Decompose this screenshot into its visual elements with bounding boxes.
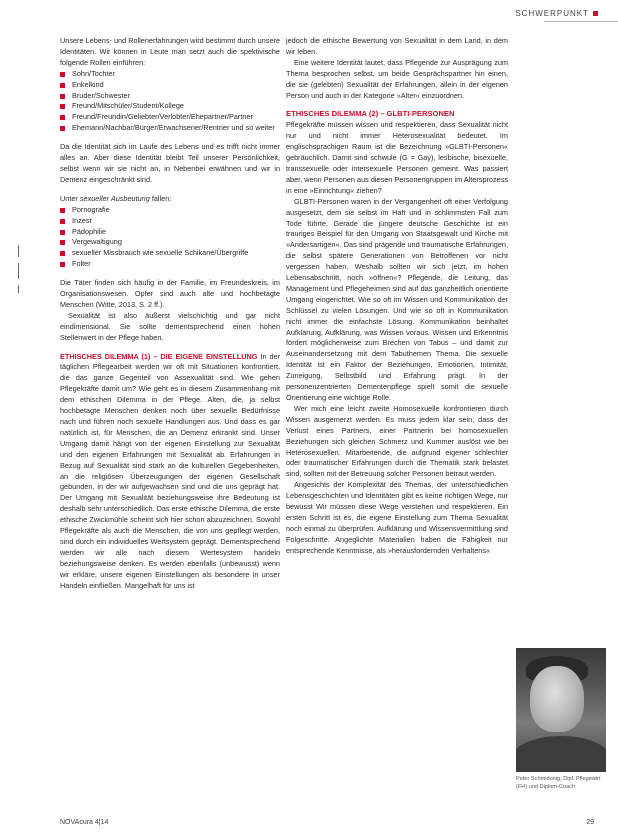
dilemma-2-heading: ETHISCHES DILEMMA (2) – GLBTI-PERSONEN xyxy=(286,109,455,119)
section-label: SCHWERPUNKT xyxy=(515,9,589,18)
list-item: Bruder/Schwester xyxy=(60,91,280,102)
red-square-icon xyxy=(593,11,598,16)
list-item: Enkelkind xyxy=(60,80,280,91)
magazine-issue: NOVAcura 4|14 xyxy=(60,819,109,826)
page-number: 29 xyxy=(586,819,594,826)
paragraph: Unter sexueller Ausbeutung fallen: xyxy=(60,193,172,203)
list-item: Freund/Mitschüler/Student/Kollege xyxy=(60,101,280,112)
header-rule xyxy=(544,21,618,22)
paragraph: Sexualität ist also äußerst vielschichtig und gar nicht eindimensional. Sie sollte dementsprechend einen hohen Stellenwert in der Pflege haben. xyxy=(60,310,280,342)
photo-caption: Peter Schmidonig, Dipl. Pflegewirt (FH) und Diplom-Coach xyxy=(516,776,601,790)
paragraph: Pflegekräfte müssen wissen und respektieren, dass Sexualität nicht nur und nicht immer Heterosexualität bedeutet. Im englischsprachigen Raum ist die Bezeichnung »GLBTI-Personen« gebräuchlich. Damit sind schwule (G = Gay), lesbische, bisexuelle, transsexuelle oder intersexuelle Personen gemeint. Was passiert aber, wenn Personen aus diesen Personengruppen im Altersprozess in eine »Einrichtung« ziehen? xyxy=(286,120,508,195)
list-item: Folter xyxy=(60,259,280,270)
author-photo xyxy=(516,648,606,772)
list-item: Inzest xyxy=(60,216,280,227)
list-item: Sohn/Tochter xyxy=(60,69,280,80)
section-header xyxy=(515,9,598,18)
list-item: Ehemann/Nachbar/Bürger/Erwachsener/Rentner und so weiter xyxy=(60,123,280,134)
roles-list xyxy=(60,69,280,134)
paragraph: Da die Identität sich im Laufe des Lebens und es trifft nicht immer alles an. Aber diese Identität bleibt Teil unserer Persönlichkeit, selbst wenn wir sie nicht an, in Nebenbei erwähnen und wir in Demenz eingeschränkt sind. xyxy=(60,142,280,184)
list-item: Pädophilie xyxy=(60,227,280,238)
dilemma-1-paragraph: ETHISCHES DILEMMA (1) – DIE EIGENE EINSTELLUNG In der täglichen Pflegearbeit werden wir oft mit Situationen konfrontiert, die das ganze Gegenteil von Assexualität sind. Wie gehen Pflegekräfte damit um? Wie geht es in diesem Zusammenhang mit dem ethischen Dilemma in der Pflege. Alten, die, ja selbst hochbetagte Menschen denken noch über sexuelle Bedürfnisse nach und führen noch sexuelle Handlungen aus. Und dass es gar natürlich ist, für Menschen, die an Demenz erkrankt sind. Unser Umgang damit hängt von der eigenen Einstellung zur Sexualität und den eigenen Erfahrungen mit Sexualität ab. Erfahrungen in Bezug auf Sexualität sind stark an die kulturellen Gegebenheiten, an die religiösen Überzeugungen der eigenen Gesellschaft gebunden, in der wir aufgewachsen sind und die uns geprägt hat. Der Umgang mit Sexualität beziehungsweise ihre Bedeutung ist deshalb sehr unterschiedlich. Das erste ethische Dilemma, die erste ethische Zwickmühle scheint sich hier schon abzuzeichnen. Sowohl Pflegekräfte als auch die Menschen, die von uns gepflegt werden, sind durch ein individuelles Wertsystem geprägt. Dementsprechend werden wir alle nach diesem Wertesystem handeln beziehungsweise denken. Es werden ebenfalls (unbewusst) wenn wir erkläre, unsere eigenen Einstellungen als besondere in unser Handeln einfließen. Mangelhaft für uns ist xyxy=(60,351,281,590)
margin-marks xyxy=(18,245,19,299)
paragraph: Angesichts der Komplexität des Themas, der unterschiedlichen Lebensgeschichten und Identitäten gibt es keine richtigen Wege, nur bewusst Wir müssen diese Wege verstehen und respektieren. Ein ersten Schritt ist es, die eigene Einstellung zum Thema Sexualität noch einmal zu überprüfen. Aufklärung und Wissensvermittlung sind Folgeschritte. Angeglichte Materialien haben die Fähigkeit nur entsprechende Kenntnisse, als »herausfordernden Verhaltens« xyxy=(286,480,508,555)
intro-paragraph: Unsere Lebens- und Rollenerfahrungen wird bestimmt durch unsere Identitäten. Wir können in Leute man setzt auch die spektivische folgende Rollen einführen: xyxy=(60,36,280,67)
paragraph: Die Täter finden sich häufig in der Familie, im Freundeskreis, im Organisationswesen. Opfer sind auch alte und hochbetagte Menschen (Witte, 2013, S. 2 ff.). xyxy=(60,278,280,309)
list-item: sexueller Missbrauch wie sexuelle Schikane/Übergriffe xyxy=(60,248,280,259)
left-column xyxy=(60,36,280,592)
paragraph: Eine weitere Identität lautet, dass Pflegende zur Ausprägung zum Thema besprochen selbst, um beide Gesprächspartner hin einen, die sie (gelebten) Sexualität der Erfahrungen, allein in der eigenen Person und auch in der Kategorie »Alter« einzuordnen. xyxy=(286,57,508,100)
list-item: Freund/Freundin/Geliebter/Verlobter/Ehepartner/Partner xyxy=(60,112,280,123)
right-column xyxy=(286,36,508,557)
list-item: Pornografie xyxy=(60,205,280,216)
dilemma-1-heading: ETHISCHES DILEMMA (1) – DIE EIGENE EINSTELLUNG xyxy=(60,351,258,361)
paragraph: GLBTI-Personen waren in der Vergangenheit oft einer Verfolgung ausgesetzt, dem sie selbst im Haft und in schlimmsten Fall zum Tode führte. Gerade die jüngere deutsche Geschichte ist ein trauriges Beispiel für den Umgang von Staatsgewalt und Kirche mit »Andersartigen«. Das sind prägende und traumatische Erfahrungen, die selbst spätere Generationen von Betroffenen vor nicht vergessen haben. Weshalb sollten wir sich jetzt, im hohen Lebensabschnitt, noch »öffnen«? Pflegende, die Leitung, das Management und Pflegeheimen sind auf das ganzheitlich orientierte Umgang eingerichtet. Wie so oft im Wissen und Kommunikation der Schlüssel zu vielen Lösungen. Und wie so oft in Kommunikation nicht immer die einfachste Lösung. Kommunikation beinhaltet Aufklärung, Aufklärung, was Wissen voraus. Wissen und Erkenntnis fördert möglicherweise zum Brechen von Tabus – und damit zur Auseinandersetzung mit dem Tabuthemen Thema. Die sexuelle Identität ist ein Faktor der Beziehungen, Emotionen, Intimität, Zuneigung, Selbstbild und Erfahrung prägt. In der personenzentrierten Dementenpflege spielt somit die sexuelle Orientierung eine wichtige Rolle. xyxy=(286,196,508,402)
emphasis: sexueller Ausbeutung xyxy=(79,193,150,203)
paragraph: jedoch die ethische Bewertung von Sexualität in dem Land, in dem wir leben. xyxy=(286,36,508,56)
paragraph: Wer mich eine leicht zweite Homosexuelle konfrontieren durch Wissen ausgemerzt werden. Es muss jedem klar sein, dass der Verlust eines Partners, einer Partnerin bei homosexuellen Beziehungen sich gleichen Schmerz und Kummer auslöst wie bei Heterosexuellen. Mitarbeitende, die aufgrund eigener schlechter oder traumatischer Erfahrungen durch die Thematik stark belastet sind, sollten mit der Betreuung solcher Personen betraut werden. xyxy=(286,403,508,479)
list-item: Vergewaltigung xyxy=(60,237,280,248)
abuse-list xyxy=(60,205,280,270)
